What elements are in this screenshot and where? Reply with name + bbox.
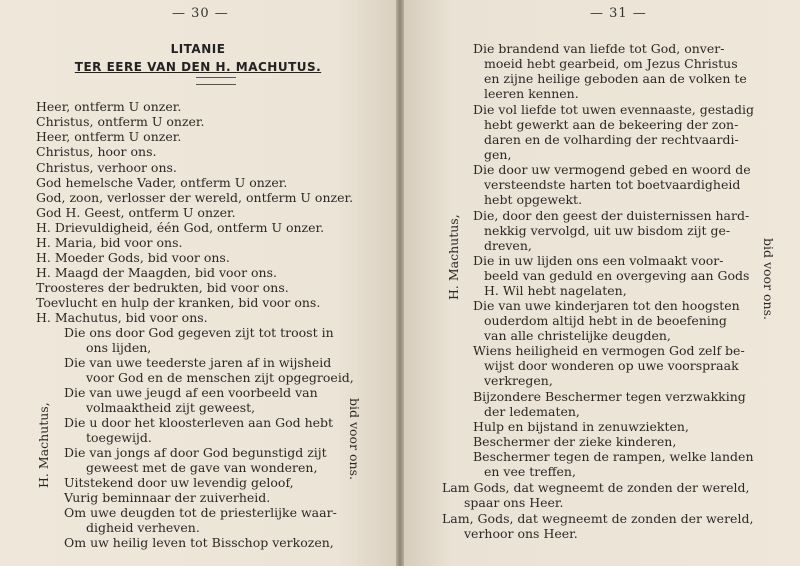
invocation-line: H. Machutus, bid voor ons.: [36, 310, 208, 325]
litany-line: Hulp en bijstand in zenuwziekten,: [473, 419, 689, 434]
litany-line: Uitstekend door uw levendig geloof,: [64, 475, 294, 490]
litany-line: ons lijden,: [86, 340, 152, 355]
litany-line: H. Wil hebt nagelaten,: [484, 283, 627, 298]
side-invocation-right: H. Machutus,: [446, 214, 461, 300]
litany-line: dreven,: [484, 238, 532, 253]
title-ornament: [196, 77, 236, 85]
side-response-left: bid voor ons.: [347, 398, 362, 481]
litany-line: Wiens heiligheid en vermogen God zelf be-: [473, 343, 745, 358]
litany-line: digheid verheven.: [86, 520, 200, 535]
litany-line: beeld van geduld en overgeving aan Gods: [484, 268, 750, 283]
litany-line: Die vol liefde tot uwen evennaaste, gestadig: [473, 102, 754, 117]
litany-line: Die u door het kloosterleven aan God hebt: [64, 415, 334, 430]
litany-line: Die van uwe teederste jaren af in wijsheid: [64, 355, 332, 370]
litany-line: van alle christelijke deugden,: [484, 328, 671, 343]
side-response-right: bid voor ons.: [761, 238, 776, 321]
invocation-line: Heer, ontferm U onzer.: [36, 129, 182, 144]
litany-line: versteendste harten tot boetvaardigheid: [484, 177, 741, 192]
litany-line: Vurig beminnaar der zuiverheid.: [64, 490, 271, 505]
litany-line: ouderdom altijd hebt in de beoefening: [484, 313, 727, 328]
litany-line: Beschermer der zieke kinderen,: [473, 434, 677, 449]
invocation-line: God, zoon, verlosser der wereld, ontferm U onzer.: [36, 190, 354, 205]
litany-line: geweest met de gave van wonderen,: [86, 460, 318, 475]
closing-line: Lam Gods, dat wegneemt de zonden der wereld,: [442, 480, 750, 495]
litany-line: en zijne heilige geboden aan de volken te: [484, 71, 747, 86]
closing-line: spaar ons Heer.: [464, 495, 564, 510]
invocation-line: Christus, hoor ons.: [36, 144, 157, 159]
right-page: [404, 0, 800, 566]
invocation-line: Christus, ontferm U onzer.: [36, 114, 205, 129]
litany-line: Om uwe deugden tot de priesterlijke waar-: [64, 505, 337, 520]
litany-title: LITANIE: [170, 42, 226, 56]
litany-line: Die van jongs af door God begunstigd zijt: [64, 445, 327, 460]
litany-line: Die door uw vermogend gebed en woord de: [473, 162, 751, 177]
closing-line: verhoor ons Heer.: [464, 526, 578, 541]
litany-line: voor God en de menschen zijt opgegroeid,: [86, 370, 354, 385]
invocation-line: H. Maagd der Maagden, bid voor ons.: [36, 265, 277, 280]
invocation-line: H. Moeder Gods, bid voor ons.: [36, 250, 230, 265]
litany-line: en vee treffen,: [484, 464, 576, 479]
litany-line: daren en de volharding der rechtvaardi-: [484, 132, 739, 147]
closing-line: Lam, Gods, dat wegneemt de zonden der wereld,: [442, 511, 754, 526]
litany-line: verkregen,: [484, 373, 553, 388]
litany-line: hebt opgewekt.: [484, 192, 583, 207]
litany-line: hebt gewerkt aan de bekeering der zon-: [484, 117, 739, 132]
litany-line: Beschermer tegen de rampen, welke landen: [473, 449, 754, 464]
invocation-line: Toevlucht en hulp der kranken, bid voor ons.: [36, 295, 321, 310]
litany-line: nekkig vervolgd, uit uw bisdom zijt ge-: [484, 223, 731, 238]
litany-line: Om uw heilig leven tot Bisschop verkozen,: [64, 535, 334, 550]
litany-subtitle: TER EERE VAN DEN H. MACHUTUS.: [74, 60, 322, 74]
litany-line: Die van uwe jeugd af een voorbeeld van: [64, 385, 318, 400]
litany-line: Die ons door God gegeven zijt tot troost in: [64, 325, 334, 340]
litany-line: Die in uw lijden ons een volmaakt voor-: [473, 253, 724, 268]
litany-line: der ledematen,: [484, 404, 580, 419]
litany-line: gen,: [484, 147, 512, 162]
litany-line: wijst door wonderen op uwe voorspraak: [484, 358, 739, 373]
invocation-line: God H. Geest, ontferm U onzer.: [36, 205, 236, 220]
page-number-right: — 31 —: [590, 6, 647, 21]
litany-line: Die van uwe kinderjaren tot den hoogsten: [473, 298, 740, 313]
book-gutter: [396, 0, 404, 566]
litany-line: Bijzondere Beschermer tegen verzwakking: [473, 389, 746, 404]
litany-line: toegewijd.: [86, 430, 152, 445]
invocation-line: H. Maria, bid voor ons.: [36, 235, 183, 250]
page-number-left: — 30 —: [172, 6, 229, 21]
invocation-line: Troosteres der bedrukten, bid voor ons.: [36, 280, 289, 295]
invocation-line: H. Drievuldigheid, één God, ontferm U onzer.: [36, 220, 325, 235]
invocation-line: Christus, verhoor ons.: [36, 160, 177, 175]
side-invocation-left: H. Machutus,: [36, 402, 51, 488]
litany-line: Die, door den geest der duisternissen hard-: [473, 208, 750, 223]
litany-line: leeren kennen.: [484, 86, 579, 101]
left-page: [0, 0, 396, 566]
invocation-line: God hemelsche Vader, ontferm U onzer.: [36, 175, 288, 190]
litany-line: moeid hebt gearbeid, om Jezus Christus: [484, 56, 738, 71]
invocation-line: Heer, ontferm U onzer.: [36, 99, 182, 114]
litany-line: volmaaktheid zijt geweest,: [86, 400, 256, 415]
litany-line: Die brandend van liefde tot God, onver-: [473, 41, 725, 56]
